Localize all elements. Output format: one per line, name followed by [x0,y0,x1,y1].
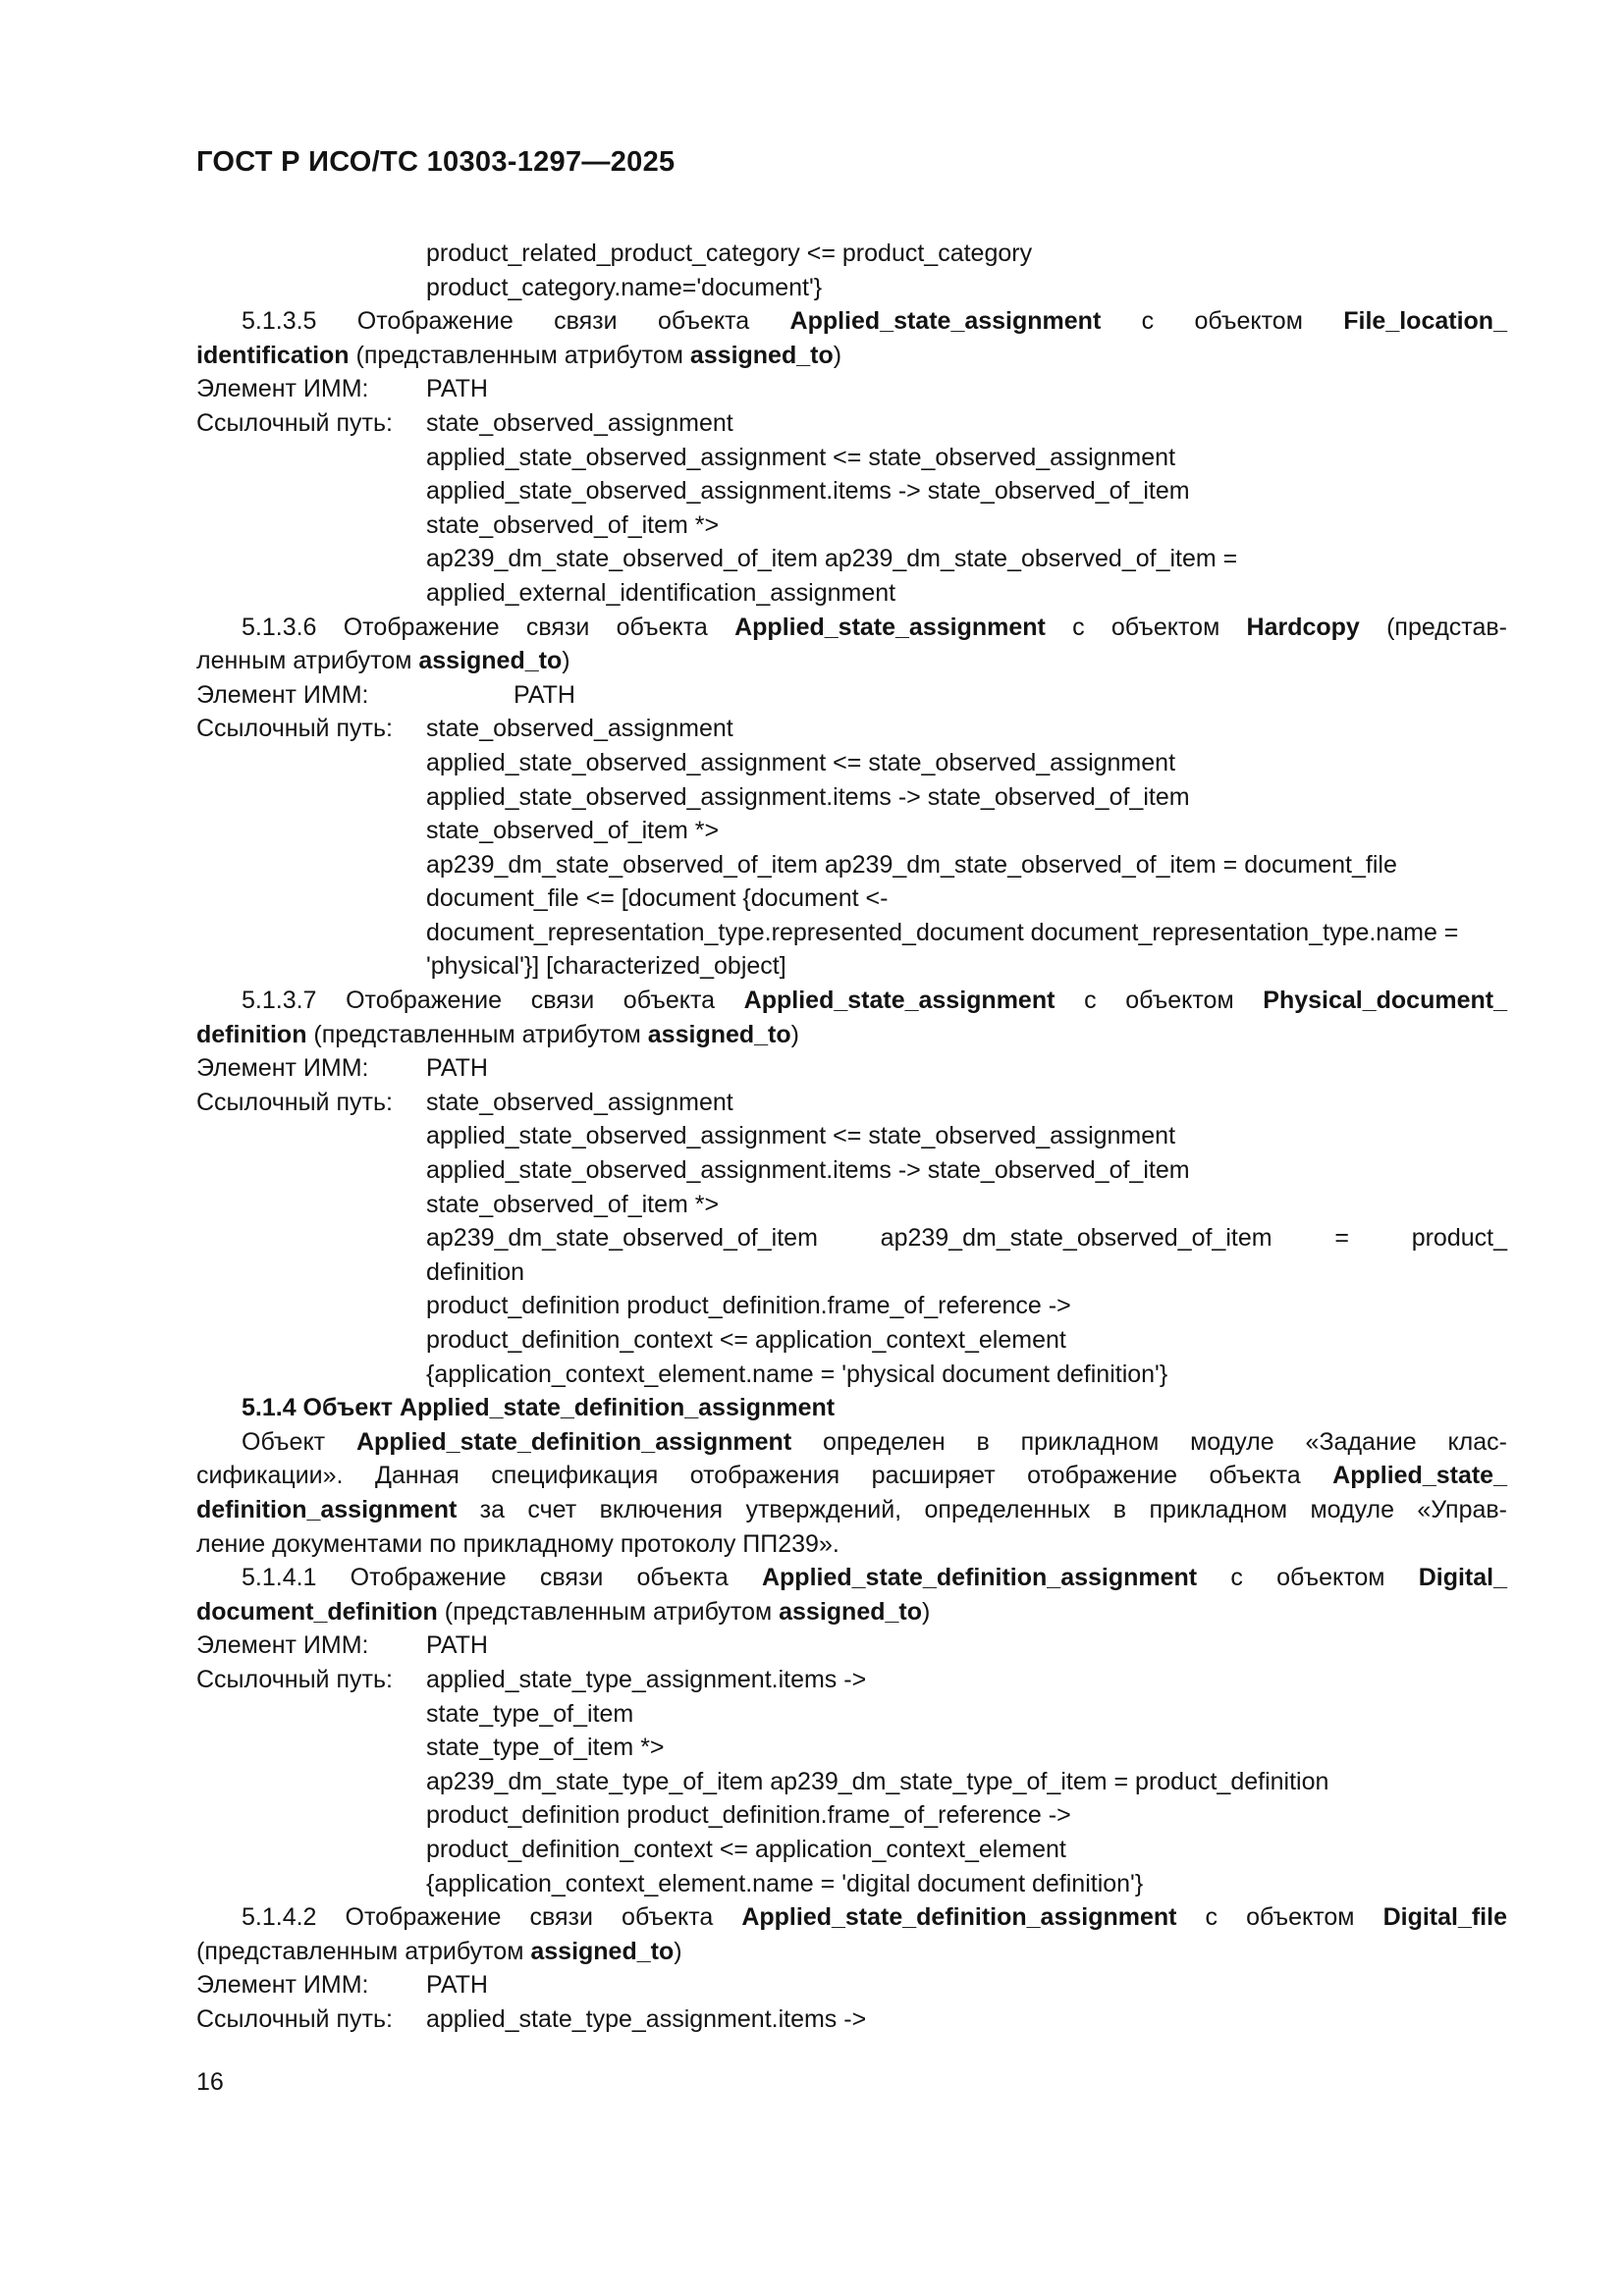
text-line: product_definition product_definition.frame_of_reference -> [426,1292,1071,1320]
document-body [196,237,1507,2036]
text-line: {application_context_element.name = 'digital document definition'} [426,1869,1144,1897]
body-text: ) [833,341,842,369]
document-header-title: ГОСТ Р ИСО/ТС 10303-1297—2025 [196,146,676,178]
field-label: Элемент ИММ: [196,1054,369,1083]
field-value: PATH [426,1631,488,1660]
body-text: ) [790,1020,799,1048]
text-line: state_observed_of_item *> [426,1190,720,1218]
text-line: product_category.name='document'} [426,273,823,301]
text-line [196,339,1507,373]
text-line [196,1459,1507,1493]
entity-name: assigned_to [530,1937,675,1965]
body-text: ) [674,1937,682,1965]
entity-name: Applied_state_assignment [789,307,1102,336]
field-label: Ссылочный путь: [196,1665,393,1693]
entity-name: Physical_document_ [1263,987,1507,1015]
body-text: определен в прикладном модуле «Задание клас- [791,1427,1507,1456]
text-line: state_type_of_item [426,1699,634,1728]
body-text: ление документами по прикладному протоколу ПП239». [196,1529,839,1558]
text-line [196,611,1507,645]
text-line: document_file <= [document {document <- [426,884,889,913]
text-line: 'physical'}] [characterized_object] [426,952,786,981]
text-line: applied_state_observed_assignment.items -> state_observed_of_item [426,477,1190,506]
entity-name: Applied_state_definition_assignment [741,1903,1177,1932]
text-line: state_observed_of_item *> [426,817,720,845]
field-value: state_observed_assignment [426,408,733,437]
field-value: state_observed_assignment [426,1088,733,1116]
text-line [196,406,1507,441]
text-line: state_observed_of_item *> [426,510,720,539]
text-line [196,1527,1507,1562]
text-line: document_representation_type.represented_document document_representation_type.name = [426,918,1459,946]
text-line: applied_state_observed_assignment.items -> state_observed_of_item [426,1156,1190,1185]
field-label: Элемент ИММ: [196,1631,369,1660]
body-text: Объект [242,1427,356,1456]
field-value: state_observed_assignment [426,715,733,743]
text-line [196,1663,1507,1697]
text-line: product_definition product_definition.frame_of_reference -> [426,1801,1071,1830]
body-text: 5.1.3.6 Отображение связи объекта [242,613,735,641]
entity-name: 5.1.4 Объект Applied_state_definition_assignment [242,1394,836,1422]
entity-name: Applied_state_assignment [734,613,1046,641]
text-line: product_related_product_category <= product_category [426,240,1033,267]
field-label: Ссылочный путь: [196,2004,393,2033]
text-line: definition [426,1257,525,1286]
text-line: ap239_dm_state_observed_of_item ap239_dm_state_observed_of_item = [426,545,1238,573]
text-line [196,2002,1507,2037]
text-line [196,1629,1507,1663]
body-text: сификации». Данная спецификация отображения расширяет отображение объекта [196,1462,1333,1490]
text-line: product_definition_context <= application_context_element [426,1326,1066,1354]
body-text: с объектом [1197,1564,1419,1592]
entity-name: assigned_to [418,647,563,675]
text-line: applied_state_observed_assignment <= state_observed_assignment [426,1122,1176,1150]
entity-name: definition [196,1020,307,1048]
body-text: (представ- [1359,613,1507,641]
entity-name: Applied_state_assignment [743,987,1056,1015]
body-text: (представленным атрибутом [437,1597,780,1626]
field-label: Ссылочный путь: [196,715,393,743]
body-text: ленным атрибутом [196,647,419,675]
text-line: {application_context_element.name = 'physical document definition'} [426,1360,1168,1388]
body-text: с объектом [1045,613,1247,641]
field-label: Элемент ИММ: [196,1971,369,2000]
body-text: 5.1.4.1 Отображение связи объекта [242,1564,762,1592]
entity-name: Digital_ [1418,1564,1507,1592]
entity-name: definition_assignment [196,1495,458,1523]
text-line: ap239_dm_state_observed_of_item ap239_dm_state_observed_of_item = product_ [426,1224,1507,1253]
entity-name: Digital_file [1382,1903,1507,1932]
text-line: ap239_dm_state_type_of_item ap239_dm_state_type_of_item = product_definition [426,1767,1329,1795]
text-line: product_definition_context <= application_context_element [426,1835,1066,1863]
field-value: applied_state_type_assignment.items -> [426,2004,867,2033]
text-line [196,712,1507,746]
field-label: Элемент ИММ: [196,375,369,403]
text-line: applied_state_observed_assignment <= state_observed_assignment [426,748,1176,776]
body-text: (представленным атрибутом [196,1937,531,1965]
text-line [196,1968,1507,2002]
text-line [196,1391,1507,1425]
text-line [196,1086,1507,1120]
entity-name: assigned_to [779,1597,922,1626]
body-text: 5.1.3.5 Отображение связи объекта [242,307,790,336]
text-line [196,1595,1507,1629]
field-label: Ссылочный путь: [196,408,393,437]
field-value: PATH [426,1971,488,2000]
text-line: state_type_of_item *> [426,1734,665,1762]
text-line [196,1493,1507,1527]
body-text: 5.1.3.7 Отображение связи объекта [242,987,744,1015]
text-line [196,644,1507,678]
entity-name: Applied_state_ [1332,1462,1507,1490]
body-text: (представленным атрибутом [349,341,690,369]
text-line: applied_external_identification_assignment [426,578,896,607]
field-label: Элемент ИММ: [196,680,369,709]
text-line [196,1051,1507,1086]
text-line [196,1935,1507,1969]
text-line [196,984,1507,1018]
field-label: Ссылочный путь: [196,1088,393,1116]
text-line [196,304,1507,339]
body-text: за счет включения утверждений, определенных в прикладном модуле «Управ- [457,1495,1507,1523]
text-line: applied_state_observed_assignment.items -> state_observed_of_item [426,782,1190,811]
body-text: с объектом [1176,1903,1383,1932]
field-value: PATH [426,1054,488,1083]
text-line: applied_state_observed_assignment <= state_observed_assignment [426,443,1176,471]
entity-name: assigned_to [689,341,834,369]
field-value: PATH [426,375,488,403]
body-text: ) [562,647,570,675]
field-value: applied_state_type_assignment.items -> [426,1665,867,1693]
body-text: 5.1.4.2 Отображение связи объекта [242,1903,742,1932]
entity-name: File_location_ [1343,307,1507,336]
body-text: с объектом [1101,307,1344,336]
text-line: ap239_dm_state_observed_of_item ap239_dm_state_observed_of_item = document_file [426,850,1397,879]
entity-name: Hardcopy [1246,613,1360,641]
field-value: PATH [514,680,575,709]
entity-name: document_definition [196,1597,438,1626]
page-number: 16 [196,2068,224,2096]
text-line [196,678,1507,713]
text-line [196,1018,1507,1052]
entity-name: Applied_state_definition_assignment [356,1427,792,1456]
text-line [196,1425,1507,1460]
body-text: с объектом [1055,987,1264,1015]
text-line [196,372,1507,406]
entity-name: Applied_state_definition_assignment [761,1564,1198,1592]
body-text: ) [922,1597,931,1626]
text-line [196,1561,1507,1595]
entity-name: assigned_to [647,1020,791,1048]
entity-name: identification [196,341,350,369]
text-line [196,1900,1507,1935]
body-text: (представленным атрибутом [306,1020,648,1048]
